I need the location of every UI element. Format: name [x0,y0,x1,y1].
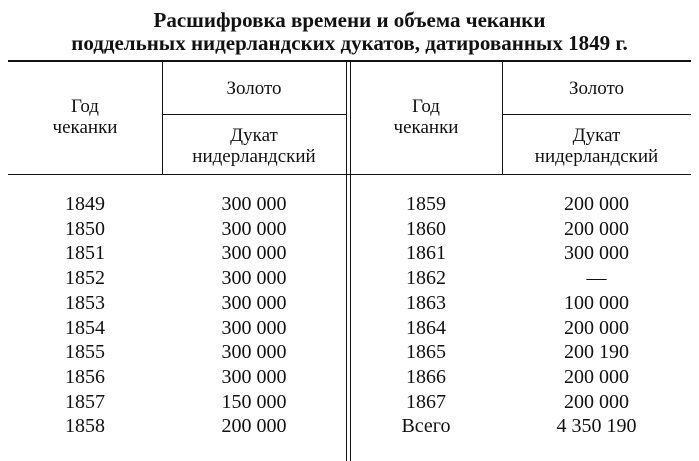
gold-rule-left [162,114,346,115]
table-cell-value: 150 000 [221,390,287,413]
ducat-header-left [162,125,346,167]
table-cell-value: 300 000 [221,193,287,215]
table-cell-year: 1860 [406,217,446,240]
year-header-left-line1: Год [71,96,99,117]
table-cell-value: 200 000 [564,193,629,215]
ducat-header-right [502,125,691,167]
center-double-rule-a [346,61,347,461]
table-cell-year: 1866 [406,365,446,388]
table-cell-total-label: Всего [401,415,451,438]
year-header-right [350,96,502,138]
table-cell-year: 1859 [406,193,446,215]
table-cell-value: 200 190 [564,341,629,364]
table-cell-value: 300 000 [221,316,287,339]
year-header-right-line2: чеканки [393,117,459,138]
table-cell-year: 1854 [65,316,105,339]
table-cell-value: 300 000 [221,217,287,240]
ducat-header-right-line1: Дукат [572,125,621,146]
table-cell-year: 1858 [65,415,105,438]
table-cell-year: 1861 [406,242,446,265]
table-cell-value: 300 000 [564,242,629,265]
year-header-left-line2: чеканки [52,117,118,138]
table-cell-year: 1851 [65,242,105,265]
table-cell-year: 1852 [65,267,105,290]
table-cell-value: 200 000 [564,390,629,413]
title-line-2: поддельных нидерландских дукатов, датированных 1849 г. [71,31,628,55]
right-year-column [350,192,502,439]
right-value-column [502,192,691,439]
table-cell-value: 200 000 [564,217,629,240]
table-cell-value: — [586,267,607,290]
table-cell-value: 300 000 [221,291,287,314]
table-cell-value: 200 000 [564,365,629,388]
table-cell-year: 1865 [406,341,446,364]
gold-header-right: Золото [568,78,625,99]
table-cell-year: 1853 [65,291,105,314]
table-cell-year: 1867 [406,390,446,413]
ducat-header-right-line2: нидерландский [534,146,659,167]
table-cell-value: 200 000 [221,415,287,438]
table-cell-value: 300 000 [221,341,287,364]
left-year-column [8,192,162,439]
ducat-header-left-line2: нидерландский [192,146,316,167]
table-cell-year: 1863 [406,291,446,314]
year-header-right-line1: Год [412,96,440,117]
table-cell-year: 1849 [65,193,105,215]
table-cell-year: 1856 [65,365,105,388]
title-line-1: Расшифровка времени и объема чеканки [153,8,546,32]
table-cell-year: 1864 [406,316,446,339]
table-cell-value: 200 000 [564,316,629,339]
table-cell-value: 300 000 [221,267,287,290]
table-cell-year: 1855 [65,341,105,364]
table-cell-total-value: 4 350 190 [556,415,637,438]
table-cell-value: 100 000 [564,291,629,314]
left-value-column [162,192,346,439]
table-cell-value: 300 000 [221,242,287,265]
table-cell-year: 1850 [65,217,105,240]
year-header-left [8,96,162,138]
table-cell-value: 300 000 [221,365,287,388]
table-cell-year: 1862 [406,267,446,290]
table-cell-year: 1857 [65,390,105,413]
gold-header-left: Золото [226,78,282,99]
gold-rule-right [502,114,691,115]
ducat-header-left-line1: Дукат [230,125,278,146]
